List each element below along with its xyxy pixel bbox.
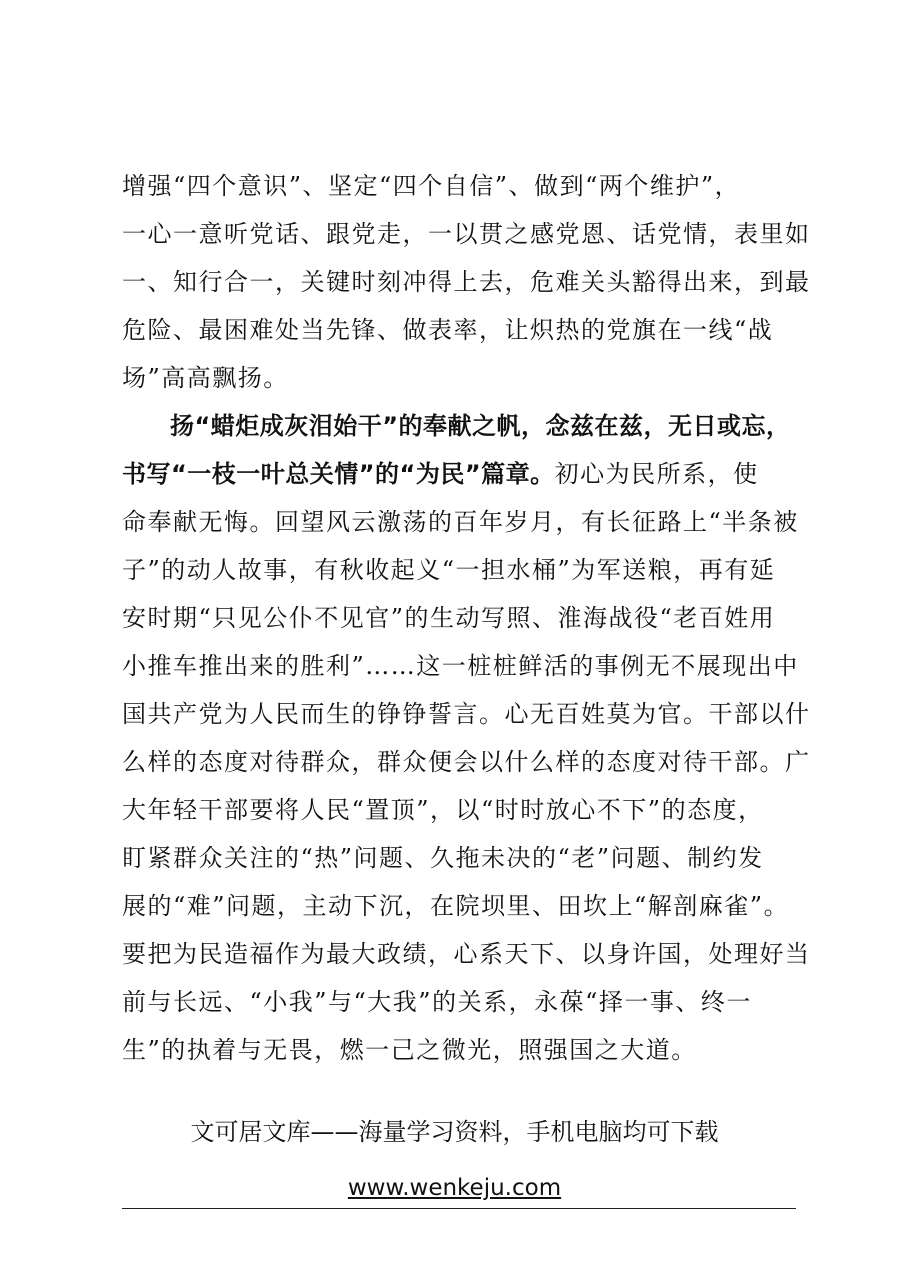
- text-line: 危险、最困难处当先锋、做表率，让炽热的党旗在一线“战: [122, 316, 774, 344]
- text-line: 小推车推出来的胜利”……这一桩桩鲜活的事例无不展现出中: [122, 652, 799, 680]
- text-line: 安时期“只见公仆不见官”的生动写照、淮海战役“老百姓用: [122, 604, 776, 632]
- text-line: 一、知行合一，关键时刻冲得上去，危难关头豁得出来，到最: [122, 268, 811, 296]
- text-line: 前与长远、“小我”与“大我”的关系，永葆“择一事、终一: [122, 988, 752, 1016]
- text-line: 盯紧群众关注的“热”问题、久拖未决的“老”问题、制约发: [122, 844, 764, 872]
- text-line: 增强“四个意识”、坚定“四个自信”、做到“两个维护”，: [122, 172, 741, 200]
- paragraph-heading-tail: 书写“一枝一叶总关情”的“为民”篇章。: [122, 460, 555, 488]
- text-line: 子”的动人故事，有秋收起义“一担水桶”为军送粮，再有延: [122, 556, 776, 584]
- footer-title: 文可居文库——海量学习资料，手机电脑均可下载: [190, 1118, 719, 1146]
- text-line: 要把为民造福作为最大政绩，心系天下、以身许国，处理好当: [122, 940, 811, 968]
- footer-divider: [122, 1208, 796, 1209]
- text-line: 么样的态度对待群众，群众便会以什么样的态度对待干部。广: [122, 748, 811, 776]
- mixed-line: [122, 450, 812, 498]
- text-line: 大年轻干部要将人民“置顶”，以“时时放心不下”的态度，: [122, 796, 764, 824]
- text-line: 展的“难”问题，主动下沉，在院坝里、田坎上“解剖麻雀”。: [122, 892, 790, 920]
- footer-link-wrapper: [0, 1170, 909, 1206]
- text-line: 命奉献无悔。回望风云激荡的百年岁月，有长征路上“半条被: [122, 508, 799, 536]
- text-line: 生”的执着与无畏，燃一己之微光，照强国之大道。: [122, 1036, 697, 1064]
- text-line: 一心一意听党话、跟党走，一以贯之感党恩、话党情，表里如: [122, 220, 811, 248]
- document-body: [122, 162, 812, 1074]
- paragraph-heading-line: 扬“蜡炬成灰泪始干”的奉献之帆，念兹在兹，无日或忘，: [170, 412, 791, 440]
- text-segment: 初心为民所系，使: [554, 460, 759, 488]
- text-line: 国共产党为人民而生的铮铮誓言。心无百姓莫为官。干部以什: [122, 700, 811, 728]
- footer-website-link[interactable]: www.wenkeju.com: [347, 1175, 562, 1201]
- text-line: 场”高高飘扬。: [122, 364, 289, 392]
